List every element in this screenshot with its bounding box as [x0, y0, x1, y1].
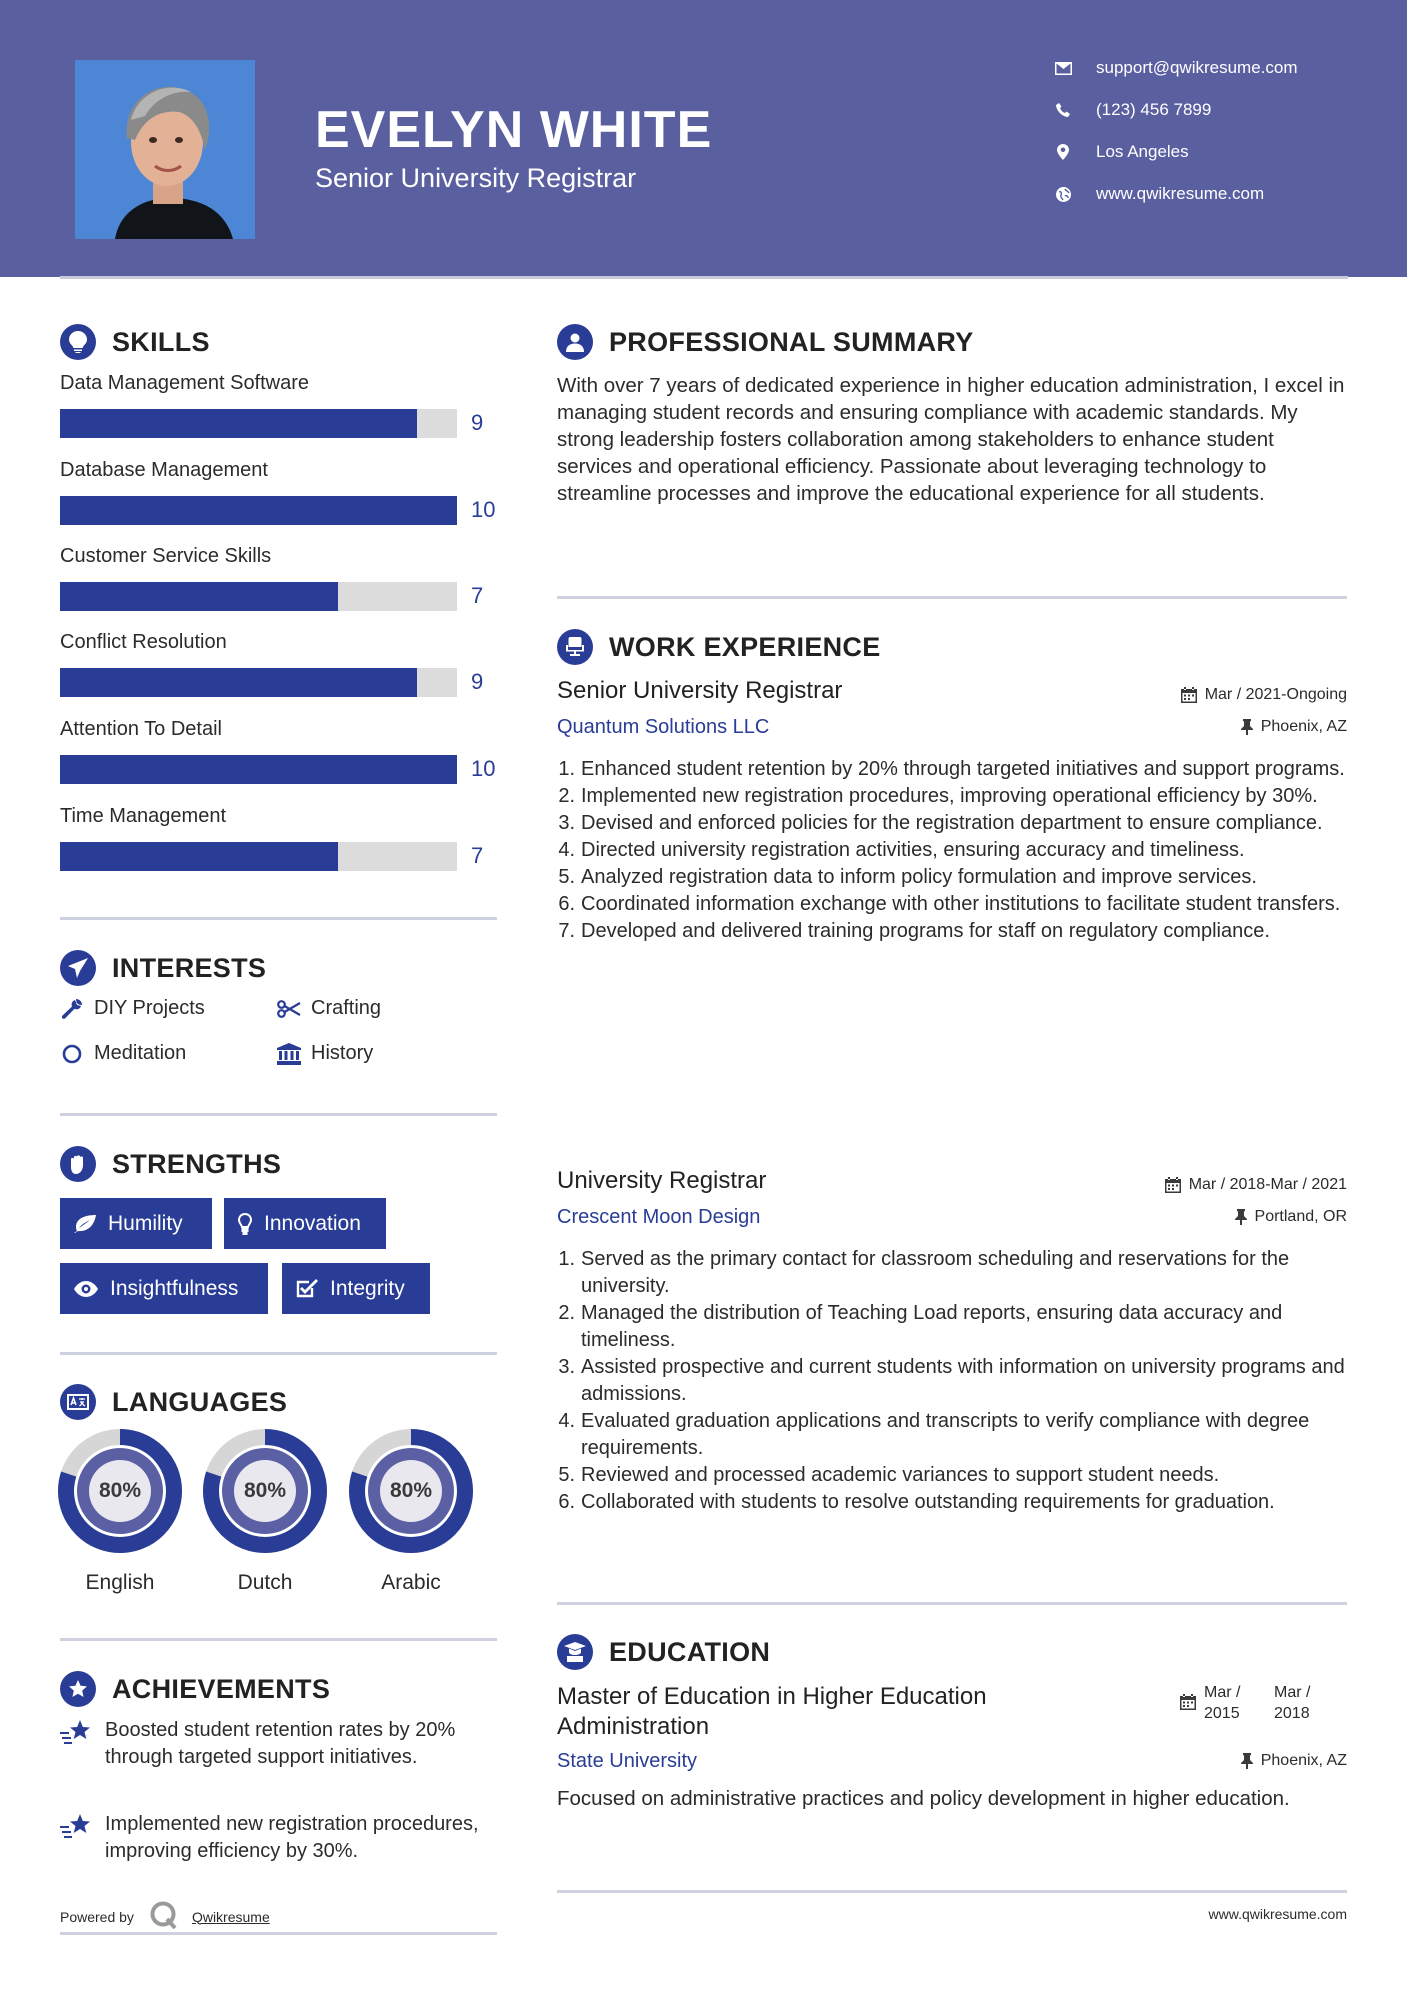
- interest-item: DIY Projects: [60, 997, 205, 1020]
- contact-phone-text: (123) 456 7899: [1096, 100, 1212, 119]
- bank-icon: [277, 1043, 301, 1065]
- job-location-text: Phoenix, AZ: [1260, 718, 1347, 735]
- education-school: State University: [557, 1750, 698, 1772]
- skill-bar-fill: [60, 582, 338, 611]
- bullet-item: 7 . Developed and delivered training programs for staff on regulatory compliance.: [557, 918, 1347, 945]
- pushpin-icon: [1235, 1209, 1247, 1225]
- education-dates: [1180, 1682, 1344, 1724]
- powered-by: [60, 1901, 270, 1932]
- job-dates-text: Mar / 2018-Mar / 2021: [1188, 1176, 1347, 1193]
- contact-email[interactable]: [1050, 58, 1298, 78]
- achievements-heading: ACHIEVEMENTS: [60, 1671, 330, 1707]
- achievement-item: [60, 1811, 500, 1865]
- star-badge-icon: [60, 1671, 96, 1707]
- office-chair-icon: [557, 629, 593, 665]
- eye-icon: [74, 1281, 98, 1297]
- summary-text: With over 7 years of dedicated experience in higher education administration, I excel in managing student records and ensuring compliance with academic standards. My strong leadership fosters collaboration among stakeholders to enhance student services and operational efficiency. Passionate about leveraging technology to streamline processes and improve the educational experience for all students.: [557, 374, 1345, 505]
- shooting-star-icon: [60, 1811, 95, 1865]
- contact-website-text: www.qwikresume.com: [1096, 184, 1265, 203]
- section-divider: [60, 917, 497, 920]
- skill-value: 9: [471, 669, 484, 694]
- calendar-icon: [1181, 687, 1197, 703]
- section-divider: [60, 1113, 497, 1116]
- skill-label: Data Management Software: [60, 372, 310, 394]
- language-dutch: [203, 1429, 327, 1594]
- graduate-icon: [557, 1634, 593, 1670]
- skill-label: Database Management: [60, 459, 268, 481]
- skill-bar-fill: [60, 755, 457, 784]
- language-percent: 80%: [389, 1479, 433, 1502]
- education-start: Mar / 2015: [1204, 1684, 1241, 1722]
- skill-value: 9: [471, 410, 484, 435]
- bullet-item: 1 . Enhanced student retention by 20% through targeted initiatives and support programs.: [557, 756, 1347, 783]
- skill-bar-fill: [60, 496, 457, 525]
- fist-icon: [60, 1146, 96, 1182]
- languages-heading: LANGUAGES: [60, 1384, 287, 1420]
- job-location: [1235, 1208, 1347, 1226]
- pushpin-icon: [1241, 719, 1253, 735]
- experience-heading: WORK EXPERIENCE: [557, 629, 881, 665]
- skill-bar-fill: [60, 842, 338, 871]
- section-divider: [60, 1638, 497, 1641]
- skill-bar-fill: [60, 409, 417, 438]
- skill-label: Time Management: [60, 805, 226, 827]
- strength-badge: Insightfulness: [60, 1263, 268, 1314]
- resume-header: [0, 0, 1407, 277]
- section-divider: [557, 1890, 1347, 1893]
- job-company: Crescent Moon Design: [557, 1206, 761, 1228]
- shooting-star-icon: [60, 1717, 95, 1771]
- language-percent: 80%: [243, 1479, 287, 1502]
- bullet-item: 5 . Analyzed registration data to inform policy formulation and improve services.: [557, 864, 1347, 891]
- envelope-icon: [1050, 62, 1076, 75]
- bullet-item: 4 . Directed university registration activities, ensuring accuracy and timeliness.: [557, 837, 1347, 864]
- skill-label: Attention To Detail: [60, 718, 222, 740]
- paper-plane-icon: [60, 950, 96, 986]
- bullet-item: 2 . Implemented new registration procedures, improving operational efficiency by 30%.: [557, 783, 1347, 810]
- bullet-item: 2 . Managed the distribution of Teaching Load reports, ensuring data accuracy and timeliness.: [557, 1300, 1347, 1354]
- job-bullets: [557, 1246, 1347, 1516]
- education-location-text: Phoenix, AZ: [1260, 1752, 1347, 1769]
- job-location-text: Portland, OR: [1254, 1208, 1347, 1225]
- skill-bar: [60, 496, 457, 525]
- job-company: Quantum Solutions LLC: [557, 716, 770, 738]
- qwikresume-logo-icon: [150, 1901, 178, 1932]
- skill-bar: [60, 582, 457, 611]
- section-divider: [60, 1932, 497, 1935]
- job-dates-text: Mar / 2021-Ongoing: [1204, 686, 1347, 703]
- strength-badge: Humility: [60, 1198, 212, 1249]
- calendar-icon: [1180, 1694, 1196, 1710]
- globe-icon: [1050, 187, 1076, 202]
- leaf-icon: [74, 1215, 96, 1233]
- header-divider: [60, 276, 1348, 279]
- skill-label: Customer Service Skills: [60, 545, 272, 567]
- profile-photo: [75, 60, 255, 239]
- achievement-item: [60, 1717, 500, 1771]
- summary-heading: PROFESSIONAL SUMMARY: [557, 324, 974, 360]
- interest-item: History: [277, 1042, 373, 1065]
- circle-icon: [60, 1044, 84, 1064]
- strengths-heading: STRENGTHS: [60, 1146, 281, 1182]
- education-degree: Master of Education in Higher Education Administration: [557, 1683, 987, 1740]
- skill-value: 7: [471, 843, 484, 868]
- footer-url[interactable]: www.qwikresume.com: [1208, 1906, 1347, 1922]
- skill-value: 7: [471, 583, 484, 608]
- contact-phone[interactable]: [1050, 100, 1211, 120]
- language-name: Arabic: [381, 1571, 441, 1594]
- skill-value: 10: [471, 497, 496, 522]
- contact-email-text: support@qwikresume.com: [1096, 58, 1298, 77]
- job-location: [1241, 718, 1347, 736]
- skill-bar: [60, 755, 457, 784]
- section-divider: [60, 1352, 497, 1355]
- bullet-item: 3 . Devised and enforced policies for the registration department to ensure compliance.: [557, 810, 1347, 837]
- language-percent: 80%: [98, 1479, 142, 1502]
- translate-icon: [60, 1384, 96, 1420]
- candidate-name: EVELYN WHITE: [315, 101, 713, 159]
- section-divider: [557, 1602, 1347, 1605]
- user-icon: [557, 324, 593, 360]
- lightbulb-icon: [238, 1213, 252, 1235]
- skills-heading: SKILLS: [60, 324, 210, 360]
- section-divider: [557, 596, 1347, 599]
- job-bullets: [557, 756, 1347, 945]
- bullet-item: 4 . Evaluated graduation applications and transcripts to verify compliance with degree requirements.: [557, 1408, 1347, 1462]
- language-arabic: [349, 1429, 473, 1594]
- skill-bar: [60, 842, 457, 871]
- education-heading: EDUCATION: [557, 1634, 770, 1670]
- contact-website[interactable]: [1050, 184, 1264, 204]
- scissors-icon: [277, 1000, 301, 1018]
- interest-item: Crafting: [277, 997, 381, 1020]
- bullet-item: 6 . Coordinated information exchange with other institutions to facilitate student transfers.: [557, 891, 1347, 918]
- phone-icon: [1050, 103, 1076, 117]
- job-dates: [1181, 686, 1347, 704]
- education-description: Focused on administrative practices and policy development in higher education.: [557, 1787, 1290, 1810]
- contact-location[interactable]: [1050, 142, 1189, 162]
- interests-heading: INTERESTS: [60, 950, 266, 986]
- skill-bar: [60, 668, 457, 697]
- brand-link[interactable]: Qwikresume: [191, 1908, 270, 1925]
- skill-label: Conflict Resolution: [60, 631, 227, 653]
- lightbulb-icon: [60, 324, 96, 360]
- powered-by-label: Powered by: [60, 1908, 134, 1925]
- interest-item: Meditation: [60, 1042, 186, 1065]
- bullet-item: 3 . Assisted prospective and current students with information on university programs and admissions.: [557, 1354, 1347, 1408]
- skill-bar: [60, 409, 457, 438]
- bullet-item: 6 . Collaborated with students to resolve outstanding requirements for graduation.: [557, 1489, 1347, 1516]
- achievement-text: Boosted student retention rates by 20% through targeted support initiatives.: [105, 1719, 456, 1768]
- job-title: University Registrar: [557, 1167, 767, 1194]
- location-pin-icon: [1050, 144, 1076, 160]
- education-end: Mar / 2018: [1274, 1684, 1311, 1722]
- pushpin-icon: [1241, 1753, 1253, 1769]
- wrench-icon: [60, 999, 84, 1019]
- calendar-icon: [1165, 1177, 1181, 1193]
- achievement-text: Implemented new registration procedures, improving efficiency by 30%.: [105, 1813, 479, 1862]
- contact-location-text: Los Angeles: [1096, 142, 1189, 161]
- bullet-item: 5 . Reviewed and processed academic variances to support student needs.: [557, 1462, 1347, 1489]
- skill-bar-fill: [60, 668, 417, 697]
- check-square-icon: [296, 1279, 318, 1299]
- bullet-item: 1 . Served as the primary contact for classroom scheduling and reservations for the university.: [557, 1246, 1347, 1300]
- candidate-role: Senior University Registrar: [315, 163, 637, 193]
- job-dates: [1165, 1176, 1347, 1194]
- strength-badge: Innovation: [224, 1198, 386, 1249]
- language-english: [58, 1429, 182, 1594]
- strength-badge: Integrity: [282, 1263, 430, 1314]
- language-name: English: [85, 1571, 155, 1594]
- language-name: Dutch: [237, 1571, 293, 1594]
- skill-value: 10: [471, 756, 496, 781]
- job-title: Senior University Registrar: [557, 677, 843, 704]
- education-location: [1241, 1752, 1347, 1770]
